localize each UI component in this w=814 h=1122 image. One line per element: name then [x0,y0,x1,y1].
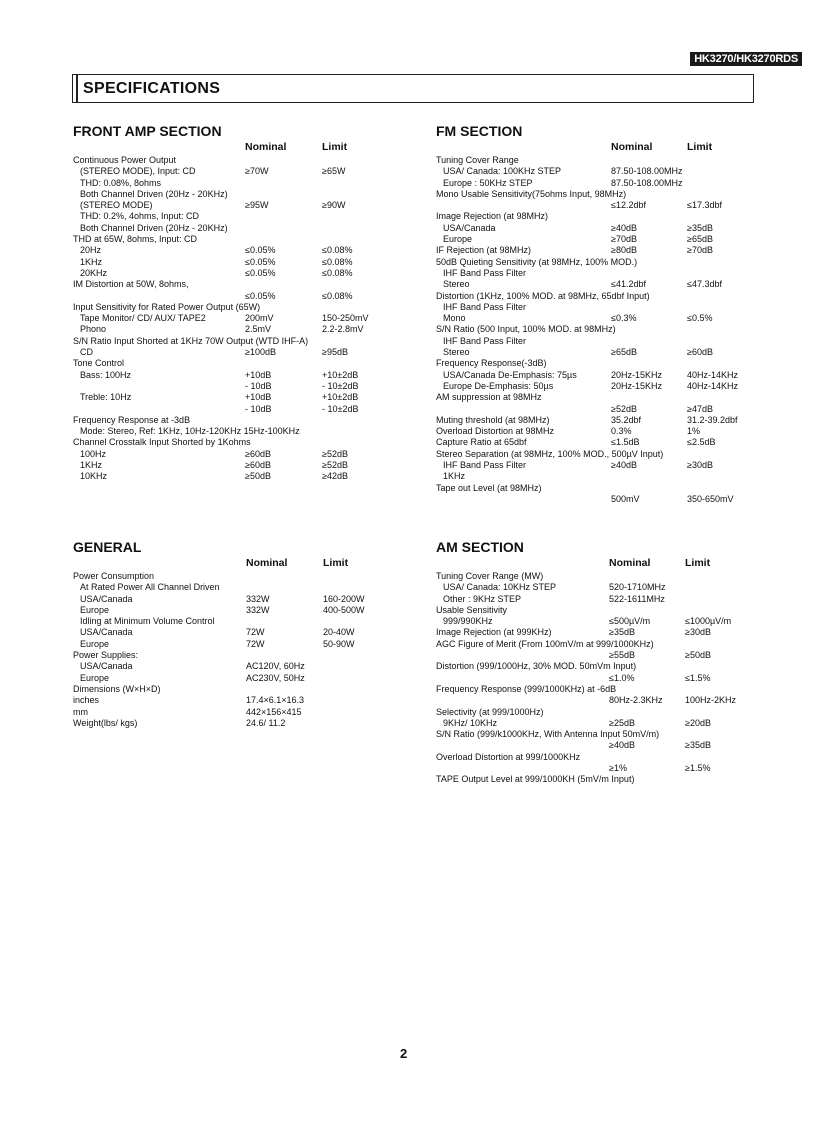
spec-row [73,415,393,426]
spec-row [436,763,756,774]
spec-nominal-value: 17.4×6.1×16.3 [246,695,305,706]
spec-nominal-value: 20Hz-15KHz [611,369,663,380]
spec-label: Mode: Stereo, Ref: 1KHz, 10Hz-120KHz 15Hz-100KHz [80,426,300,437]
spec-row [436,460,756,471]
spec-limit-value: ≤47.3dbf [687,279,722,290]
spec-limit-value: 20-40W [323,627,355,638]
spec-label: Overload Distortion at 98MHz [436,426,555,437]
spec-row [436,370,756,381]
spec-label: 1KHz [443,471,466,482]
spec-limit-value: ≥47dB [687,403,713,414]
spec-limit-value: - 10±2dB [322,403,359,414]
spec-row [436,627,756,638]
spec-row [436,155,756,166]
spec-label: Phono [80,324,107,335]
spec-label: Tuning Cover Range [436,155,519,165]
spec-row [73,313,393,324]
spec-limit-value: ≥90W [322,200,346,211]
spec-nominal-value: ≥25dB [609,717,635,728]
spec-row [73,684,393,695]
spec-limit-value: ≥1.5% [685,763,711,774]
spec-nominal-value: ≤41.2dbf [611,279,646,290]
spec-row [436,347,756,358]
spec-limit-value: ≤17.3dbf [687,200,722,211]
spec-nominal-value: AC120V, 60Hz [246,661,305,672]
spec-row [73,471,393,482]
spec-label: (STEREO MODE), Input: CD [80,166,196,177]
spec-limit-value: ≥95dB [322,347,348,358]
spec-limit-value: 150-250mV [322,313,369,324]
spec-label: Stereo [443,347,470,358]
nominal-column-header: Nominal [246,557,288,569]
nominal-column-header: Nominal [609,557,651,569]
spec-label: 1KHz [80,256,103,267]
spec-label: Muting threshold (at 98MHz) [436,414,550,425]
spec-row [436,189,756,200]
fm-section [436,123,756,505]
spec-label: USA/Canada [80,661,133,672]
spec-row [73,324,393,335]
spec-limit-value: ≥35dB [685,740,711,751]
spec-limit-value: +10±2dB [322,369,359,380]
spec-label: 1KHz [80,460,103,471]
spec-label: Distortion (1KHz, 100% MOD. at 98MHz, 65dbf Input) [436,290,650,301]
spec-label: USA/Canada [80,627,133,638]
spec-label: Frequency Response(-3dB) [436,358,547,369]
spec-nominal-value: 332W [246,593,270,604]
spec-label: Tone Control [73,358,125,369]
spec-row [436,571,756,582]
spec-label: Image Rejection (at 98MHz) [436,211,549,222]
limit-column-header: Limit [323,557,349,569]
spec-label: (STEREO MODE) [80,200,153,211]
section-title: FM SECTION [436,123,523,139]
spec-row [73,661,393,672]
spec-row [436,616,756,627]
spec-nominal-value: 20Hz-15KHz [611,380,663,391]
spec-nominal-value: ≥60dB [245,448,271,459]
spec-label: Europe [80,604,110,615]
spec-nominal-value: ≥40dB [609,740,635,751]
spec-row [73,336,393,347]
spec-row [73,392,393,403]
spec-label: inches [73,695,100,706]
spec-nominal-value: ≤500µV/m [609,616,651,627]
spec-nominal-value: ≥1% [609,763,627,774]
spec-limit-value: ≥42dB [322,471,348,482]
spec-limit-value: ≥50dB [685,650,711,661]
spec-label: Usable Sensitivity [436,604,508,615]
spec-row [436,166,756,177]
spec-row [436,774,756,785]
spec-row [436,707,756,718]
spec-label: USA/ Canada: 10KHz STEP [443,582,557,593]
spec-row [73,166,393,177]
spec-nominal-value: 87.50-108.00MHz [611,177,683,188]
spec-label: THD at 65W, 8ohms, Input: CD [73,234,198,245]
spec-nominal-value: ≤0.05% [245,245,276,256]
spec-label: Both Channel Driven (20Hz - 20KHz) [80,222,228,233]
model-number-tag: HK3270/HK3270RDS [690,52,802,66]
spec-nominal-value: ≤0.3% [611,313,637,324]
spec-limit-value: ≤0.08% [322,245,353,256]
spec-limit-value: ≥52dB [322,460,348,471]
am-section [436,539,756,786]
spec-nominal-value: - 10dB [245,403,272,414]
spec-row [436,740,756,751]
spec-nominal-value: 442×156×415 [246,706,302,717]
page-number: 2 [400,1046,408,1061]
spec-row [73,404,393,415]
spec-row [73,695,393,706]
spec-limit-value: ≤0.5% [687,313,713,324]
spec-row [436,605,756,616]
spec-limit-value: ≤0.08% [322,256,353,267]
spec-row [436,582,756,593]
spec-limit-value: ≤2.5dB [687,437,716,448]
spec-row [436,381,756,392]
spec-row [436,494,756,505]
spec-nominal-value: 87.50-108.00MHz [611,166,683,177]
spec-label: Capture Ratio at 65dbf [436,437,527,448]
spec-label: Stereo [443,279,470,290]
spec-row [436,684,756,695]
spec-row [73,200,393,211]
spec-label: Europe : 50KHz STEP [443,177,533,188]
front-amp-section [73,123,393,483]
spec-row [73,178,393,189]
spec-nominal-value: 0.3% [611,426,632,437]
spec-label: Idling at Minimum Volume Control [80,616,215,627]
spec-label: 50dB Quieting Sensitivity (at 98MHz, 100% MOD.) [436,256,638,267]
spec-row [73,650,393,661]
spec-label: S/N Ratio Input Shorted at 1KHz 70W Output (WTD IHF-A) [73,335,309,346]
spec-label: Bass: 100Hz [80,369,132,380]
spec-label: Image Rejection (at 999KHz) [436,627,552,638]
spec-row [436,729,756,740]
nominal-column-header: Nominal [611,141,653,153]
spec-label: S/N Ratio (999/k1000KHz, With Antenna Input 50mV/m) [436,729,660,740]
spec-nominal-value: 24.6/ 11.2 [246,717,286,728]
spec-label: Both Channel Driven (20Hz - 20KHz) [80,188,228,199]
spec-limit-value: ≥30dB [685,627,711,638]
spec-nominal-value: ≥40dB [611,222,637,233]
spec-row [73,449,393,460]
spec-nominal-value: 332W [246,604,270,615]
spec-label: USA/Canada [80,593,133,604]
spec-row [436,594,756,605]
spec-label: Dimensions (W×H×D) [73,683,161,694]
spec-nominal-value: AC230V, 50Hz [246,672,305,683]
spec-row [73,426,393,437]
spec-limit-value: - 10±2dB [322,380,359,391]
spec-limit-value: 350-650mV [687,493,734,504]
spec-row [436,650,756,661]
spec-row [73,437,393,448]
spec-row [436,336,756,347]
spec-limit-value: ≥65dB [687,234,713,245]
spec-label: Other : 9KHz STEP [443,593,522,604]
spec-label: Frequency Response at -3dB [73,414,191,425]
spec-row [436,673,756,684]
spec-label: Power Consumption [73,571,155,581]
spec-label: Mono [443,313,466,324]
spec-label: AGC Figure of Merit (From 100mV/m at 999/1000KHz) [436,638,654,649]
spec-label: Europe [80,672,110,683]
spec-nominal-value: ≥60dB [245,460,271,471]
section-title: AM SECTION [436,539,524,555]
spec-label: Input Sensitivity for Rated Power Output (65W) [73,301,261,312]
spec-label: Tuning Cover Range (MW) [436,571,544,581]
spec-label: IF Rejection (at 98MHz) [436,245,532,256]
spec-nominal-value: ≤0.05% [245,267,276,278]
spec-nominal-value: ≤12.2dbf [611,200,646,211]
spec-row [73,257,393,268]
spec-limit-value: ≤0.08% [322,267,353,278]
spec-row [73,616,393,627]
spec-nominal-value: ≤0.05% [245,290,276,301]
spec-limit-value: ≥65W [322,166,346,177]
spec-row [436,752,756,763]
spec-row [436,426,756,437]
spec-limit-value: ≥30dB [687,460,713,471]
spec-nominal-value: 2.5mV [245,324,272,335]
spec-limit-value: ≥35dB [687,222,713,233]
spec-row [73,627,393,638]
spec-row [436,483,756,494]
spec-row [436,178,756,189]
spec-limit-value: 100Hz-2KHz [685,695,737,706]
spec-limit-value: 50-90W [323,638,355,649]
header-accent-bar [76,75,78,102]
spec-row [436,257,756,268]
spec-row [73,571,393,582]
limit-column-header: Limit [685,557,711,569]
spec-row [436,245,756,256]
spec-row [73,594,393,605]
spec-row [73,358,393,369]
spec-nominal-value: ≥100dB [245,347,276,358]
spec-nominal-value: +10dB [245,369,272,380]
spec-row [73,155,393,166]
spec-row [436,449,756,460]
spec-row [73,291,393,302]
spec-label: Treble: 10Hz [80,392,132,403]
general-section [73,539,393,729]
column-headers [436,141,756,155]
spec-nominal-value: 72W [246,638,265,649]
section-title: GENERAL [73,539,142,555]
spec-row [73,718,393,729]
spec-row [73,370,393,381]
spec-nominal-value: +10dB [245,392,272,403]
page-title: SPECIFICATIONS [83,80,221,97]
spec-label: THD: 0.08%, 8ohms [80,177,162,188]
spec-row [73,605,393,616]
spec-label: 9KHz/ 10KHz [443,717,498,728]
spec-row [73,639,393,650]
spec-limit-value: ≤1000µV/m [685,616,732,627]
spec-label: Power Supplies: [73,650,139,661]
spec-row [436,358,756,369]
spec-nominal-value: 500mV [611,493,640,504]
column-headers [73,141,393,155]
spec-row [73,211,393,222]
spec-row [436,234,756,245]
spec-nominal-value: 520-1710MHz [609,582,666,593]
spec-nominal-value: ≥52dB [611,403,637,414]
spec-row [436,661,756,672]
spec-label: IHF Band Pass Filter [443,267,527,278]
spec-nominal-value: ≥35dB [609,627,635,638]
spec-nominal-value: 200mV [245,313,274,324]
spec-row [73,347,393,358]
spec-row [436,415,756,426]
spec-label: IHF Band Pass Filter [443,301,527,312]
spec-label: Frequency Response (999/1000KHz) at -6dB [436,683,617,694]
spec-nominal-value: ≥95W [245,200,269,211]
spec-nominal-value: ≤0.05% [245,256,276,267]
spec-label: THD: 0.2%, 4ohms, Input: CD [80,211,200,222]
section-title: FRONT AMP SECTION [73,123,222,139]
column-headers [73,557,393,571]
spec-row [436,639,756,650]
spec-label: Channel Crosstalk Input Shorted by 1Kohms [73,437,251,448]
spec-limit-value: ≥20dB [685,717,711,728]
spec-row [73,460,393,471]
spec-nominal-value: ≥55dB [609,650,635,661]
spec-row [436,268,756,279]
spec-row [436,404,756,415]
spec-row [436,313,756,324]
spec-row [436,392,756,403]
spec-limit-value: 160-200W [323,593,365,604]
spec-label: Weight(lbs/ kgs) [73,717,138,728]
spec-label: USA/ Canada: 100KHz STEP [443,166,562,177]
spec-nominal-value: ≥70W [245,166,269,177]
spec-row [73,223,393,234]
spec-limit-value: 400-500W [323,604,365,615]
spec-row [436,291,756,302]
spec-row [73,268,393,279]
spec-label: 999/990KHz [443,616,493,627]
spec-limit-value: 2.2-2.8mV [322,324,364,335]
spec-row [436,279,756,290]
spec-nominal-value: ≥80dB [611,245,637,256]
spec-label: Tape Monitor/ CD/ AUX/ TAPE2 [80,313,206,324]
spec-nominal-value: ≥70dB [611,234,637,245]
spec-limit-value: ≥60dB [687,347,713,358]
column-headers [436,557,756,571]
nominal-column-header: Nominal [245,141,287,153]
spec-label: 20Hz [80,245,102,256]
spec-label: USA/Canada [443,222,496,233]
spec-nominal-value: ≥40dB [611,460,637,471]
spec-row [73,673,393,684]
spec-row [73,381,393,392]
spec-nominal-value: 35.2dbf [611,414,642,425]
spec-nominal-value: ≤1.0% [609,672,635,683]
spec-nominal-value: 522-1611MHz [609,593,665,604]
spec-label: 20KHz [80,267,108,278]
specifications-header-box [72,74,754,103]
spec-row [436,718,756,729]
spec-label: Distortion (999/1000Hz, 30% MOD. 50mVm Input) [436,661,637,672]
spec-limit-value: ≥52dB [322,448,348,459]
spec-limit-value: 31.2-39.2dbf [687,414,738,425]
spec-limit-value: ≥70dB [687,245,713,256]
spec-row [73,189,393,200]
spec-label: Europe De-Emphasis: 50µs [443,380,554,391]
spec-label: USA/Canada De-Emphasis: 75µs [443,369,577,380]
spec-row [73,279,393,290]
spec-row [436,211,756,222]
spec-row [436,200,756,211]
spec-row [436,302,756,313]
spec-nominal-value: 80Hz-2.3KHz [609,695,663,706]
spec-label: IM Distortion at 50W, 8ohms, [73,279,189,290]
spec-label: AM suppression at 98MHz [436,392,542,403]
spec-row [73,302,393,313]
spec-label: CD [80,347,93,358]
spec-limit-value: +10±2dB [322,392,359,403]
spec-nominal-value: ≤1.5dB [611,437,640,448]
spec-label: Tape out Level (at 98MHz) [436,482,542,493]
spec-label: TAPE Output Level at 999/1000KH (5mV/m Input) [436,774,635,785]
spec-row [436,471,756,482]
spec-nominal-value: - 10dB [245,380,272,391]
limit-column-header: Limit [687,141,713,153]
spec-label: Selectivity (at 999/1000Hz) [436,706,544,717]
spec-label: Stereo Separation (at 98MHz, 100% MOD., 500µV Input) [436,448,664,459]
spec-label: Mono Usable Sensitivity(75ohms Input, 98MHz) [436,188,627,199]
spec-row [436,223,756,234]
spec-limit-value: ≤1.5% [685,672,711,683]
spec-label: S/N Ratio (500 Input, 100% MOD. at 98MHz) [436,324,616,335]
spec-limit-value: ≤0.08% [322,290,353,301]
spec-row [73,582,393,593]
spec-nominal-value: 72W [246,627,265,638]
limit-column-header: Limit [322,141,348,153]
spec-label: 10KHz [80,471,108,482]
spec-nominal-value: ≥50dB [245,471,271,482]
spec-row [73,234,393,245]
spec-row [436,695,756,706]
spec-label: 100Hz [80,448,107,459]
spec-label: Europe [443,234,473,245]
spec-nominal-value: ≥65dB [611,347,637,358]
spec-label: Europe [80,638,110,649]
spec-limit-value: 1% [687,426,701,437]
spec-limit-value: 40Hz-14KHz [687,369,739,380]
spec-label: Continuous Power Output [73,155,177,165]
spec-label: At Rated Power All Channel Driven [80,582,220,593]
spec-label: Overload Distortion at 999/1000KHz [436,751,581,762]
spec-label: IHF Band Pass Filter [443,460,527,471]
spec-row [73,707,393,718]
spec-row [436,324,756,335]
spec-limit-value: 40Hz-14KHz [687,380,739,391]
spec-row [436,437,756,448]
spec-label: IHF Band Pass Filter [443,335,527,346]
spec-row [73,245,393,256]
spec-label: mm [73,706,88,717]
